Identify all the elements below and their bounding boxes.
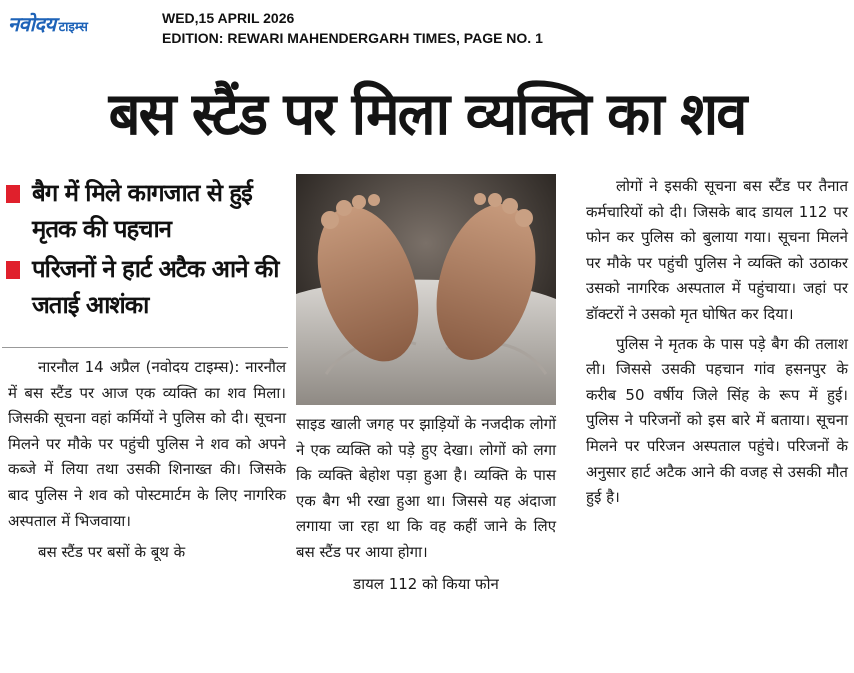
col1-paragraph-1: नारनौल 14 अप्रैल (नवोदय टाइम्स): नारनौल में बस स्टैंड पर आज एक व्यक्ति का शव मिला। जिसकी सूचना वहां कर्मियों ने पुलिस को दी। सूचना मिलने पर मौके पर पहुंची पुलिस ने शव को अपने कब्जे में लिया तथा उसकी शिनाख्त की। जिसके बाद पुलिस ने शव को पोस्टमार्टम के लिए नागरिक अस्पताल में भिजवाया। (8, 358, 286, 530)
edition-date: WED,15 APRIL 2026 (162, 10, 295, 26)
col3-paragraph-2: पुलिस ने मृतक के पास पड़े बैग की तलाश ली। जिससे उसकी पहचान गांव हसनपुर के करीब 50 वर्षीय जिले सिंह के रूप में हुई। पुलिस ने परिजनों को इस बारे में बताया। सूचना मिलने पर परिजन अस्पताल पहुंचे। परिजनों के अनुसार हार्ट अटैक आने की वजह से उसकी मौत हुई है। (586, 334, 848, 507)
red-square-bullet-icon (6, 261, 20, 279)
article-headline: बस स्टैंड पर मिला व्यक्ति का शव (108, 80, 746, 149)
feet-under-sheet-photo (296, 174, 556, 405)
masthead (0, 0, 854, 58)
edition-info (162, 8, 543, 48)
column-1 (8, 355, 286, 566)
logo-sub-text: टाइम्स (58, 20, 88, 35)
subheading-2 (6, 251, 288, 323)
subheading-2-text: परिजनों ने हार्ट अटैक आने की जताई आशंका (32, 255, 279, 319)
subheadings (6, 175, 288, 327)
column-3 (586, 174, 848, 511)
subheading-1 (6, 175, 288, 247)
edition-name: EDITION: REWARI MAHENDERGARH TIMES, PAGE NO. 1 (162, 30, 543, 46)
newspaper-logo (8, 10, 88, 34)
col3-paragraph-1: लोगों ने इसकी सूचना बस स्टैंड पर तैनात कर्मचारियों को दी। जिसके बाद डायल 112 पर फोन कर पुलिस को बुलाया गया। सूचना मिलने पर मौके पर पहुंची पुलिस ने व्यक्ति को उठाकर उसको नागरिक अस्पताल में पहुंचाया। जहां पर डॉक्टरों ने उसको मृत घोषित कर दिया। (586, 177, 848, 323)
logo-main-text: नवोदय (8, 12, 56, 36)
red-square-bullet-icon (6, 185, 20, 203)
photo-illustration-icon (296, 174, 556, 405)
col2-paragraph-1: साइड खाली जगह पर झाड़ियों के नजदीक लोगों ने एक व्यक्ति को पड़े हुए देखा। लोगों को लगा कि व्यक्ति बेहोश पड़ा हुआ है। व्यक्ति के पास एक बैग भी रखा हुआ था। जिससे यह अंदाजा लगाया जा रहा था कि वह कहीं जाने के लिए बस स्टैंड पर आया होगा। (296, 415, 556, 561)
subheading-1-text: बैग में मिले कागजात से हुई मृतक की पहचान (32, 179, 252, 243)
column-2 (296, 412, 556, 597)
col2-subheading: डायल 112 को किया फोन (353, 574, 499, 593)
col1-paragraph-2: बस स्टैंड पर बसों के बूथ के (38, 543, 186, 562)
section-divider (2, 347, 288, 348)
